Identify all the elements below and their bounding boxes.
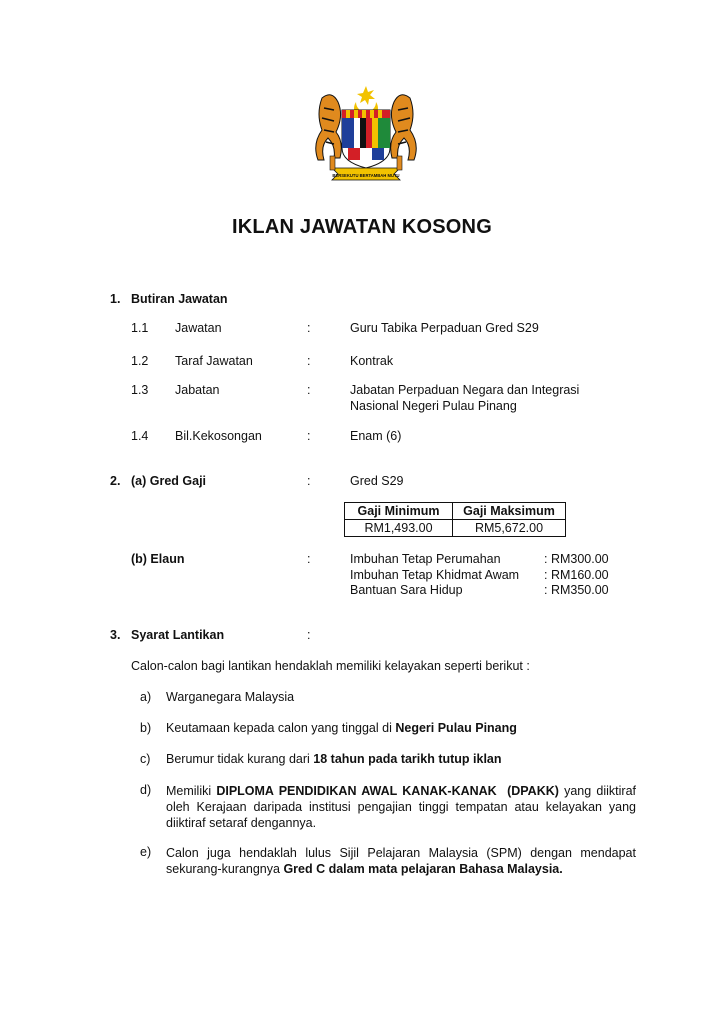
- page-title: IKLAN JAWATAN KOSONG: [232, 216, 492, 238]
- item-a-text: Warganegara Malaysia: [166, 690, 295, 704]
- section-3-separator: :: [307, 628, 311, 642]
- salary-min-header: Gaji Minimum: [345, 503, 453, 520]
- item-c-text-bold: 18 tahun pada tarikh tutup iklan: [313, 752, 502, 766]
- section-3-number: 3.: [110, 628, 121, 642]
- allowance-3-name: Bantuan Sara Hidup: [350, 583, 463, 597]
- section-3-heading: Syarat Lantikan: [131, 628, 225, 642]
- row-1-2-number: 1.2: [131, 354, 149, 368]
- row-1-4-value: Enam (6): [350, 429, 402, 443]
- elaun-separator: :: [307, 552, 311, 566]
- gred-gaji-value: Gred S29: [350, 474, 404, 488]
- row-1-2-label: Taraf Jawatan: [175, 354, 253, 368]
- item-d-text-bold: DIPLOMA PENDIDIKAN AWAL KANAK-KANAK (DPAKK): [216, 784, 559, 798]
- salary-table: [344, 502, 566, 537]
- row-1-1-number: 1.1: [131, 321, 149, 335]
- row-1-1-value: Guru Tabika Perpaduan Gred S29: [350, 321, 539, 335]
- malaysia-coat-of-arms-icon: [304, 84, 428, 190]
- row-1-2-value: Kontrak: [350, 354, 394, 368]
- section-1-heading: Butiran Jawatan: [131, 292, 228, 306]
- emblem-motto: BERSEKUTU BERTAMBAH MUTU: [332, 173, 400, 178]
- item-d-letter: d): [140, 783, 152, 797]
- item-c-text-plain: Berumur tidak kurang dari: [166, 752, 314, 766]
- item-e-text-pre: Calon juga hendaklah lulus Sijil Pelajaran Malaysia (SPM) dengan mendapat sekurang-kurangnya: [166, 846, 636, 876]
- row-1-4-separator: :: [307, 429, 311, 443]
- item-a-letter: a): [140, 690, 152, 704]
- item-d-text-post: yang diiktiraf oleh Kerajaan daripada institusi pengajian tinggi tempatan atau kelayakan yang diiktiraf setaraf dengannya.: [166, 784, 636, 830]
- row-1-3-value-line-2: Nasional Negeri Pulau Pinang: [350, 399, 517, 413]
- elaun-label: (b) Elaun: [131, 552, 185, 566]
- item-b-text-plain: Keutamaan kepada calon yang tinggal di: [166, 721, 396, 735]
- row-1-4-number: 1.4: [131, 429, 149, 443]
- item-e-text: [166, 845, 636, 877]
- row-1-2-separator: :: [307, 354, 311, 368]
- item-b-letter: b): [140, 721, 152, 735]
- row-1-1-label: Jawatan: [175, 321, 222, 335]
- salary-max-header: Gaji Maksimum: [453, 503, 566, 520]
- row-1-3-separator: :: [307, 383, 311, 397]
- allowance-3-amount: : RM350.00: [544, 583, 609, 597]
- item-e-letter: e): [140, 845, 152, 859]
- gred-gaji-label: (a) Gred Gaji: [131, 474, 207, 488]
- item-b-text-bold: Negeri Pulau Pinang: [395, 721, 517, 735]
- row-1-3-label: Jabatan: [175, 383, 220, 397]
- salary-min-value: RM1,493.00: [345, 520, 453, 537]
- item-d-text-pre: Memiliki: [166, 784, 217, 798]
- item-c-letter: c): [140, 752, 151, 766]
- row-1-3-value: Jabatan Perpaduan Negara dan Integrasi: [350, 383, 580, 397]
- section-2-number: 2.: [110, 474, 121, 488]
- requirements-intro: Calon-calon bagi lantikan hendaklah memiliki kelayakan seperti berikut :: [131, 659, 530, 673]
- gred-gaji-separator: :: [307, 474, 311, 488]
- item-d-text: [166, 783, 636, 831]
- item-b-text: [166, 721, 517, 735]
- row-1-1-separator: :: [307, 321, 311, 335]
- allowance-1-amount: : RM300.00: [544, 552, 609, 566]
- section-1-number: 1.: [110, 292, 121, 306]
- item-c-text: [166, 752, 502, 766]
- row-1-4-label: Bil.Kekosongan: [175, 429, 262, 443]
- item-e-text-bold: Gred C dalam mata pelajaran Bahasa Malaysia.: [283, 862, 563, 876]
- salary-max-value: RM5,672.00: [453, 520, 566, 537]
- allowance-2-amount: : RM160.00: [544, 568, 609, 582]
- allowance-1-name: Imbuhan Tetap Perumahan: [350, 552, 501, 566]
- allowance-2-name: Imbuhan Tetap Khidmat Awam: [350, 568, 520, 582]
- row-1-3-number: 1.3: [131, 383, 149, 397]
